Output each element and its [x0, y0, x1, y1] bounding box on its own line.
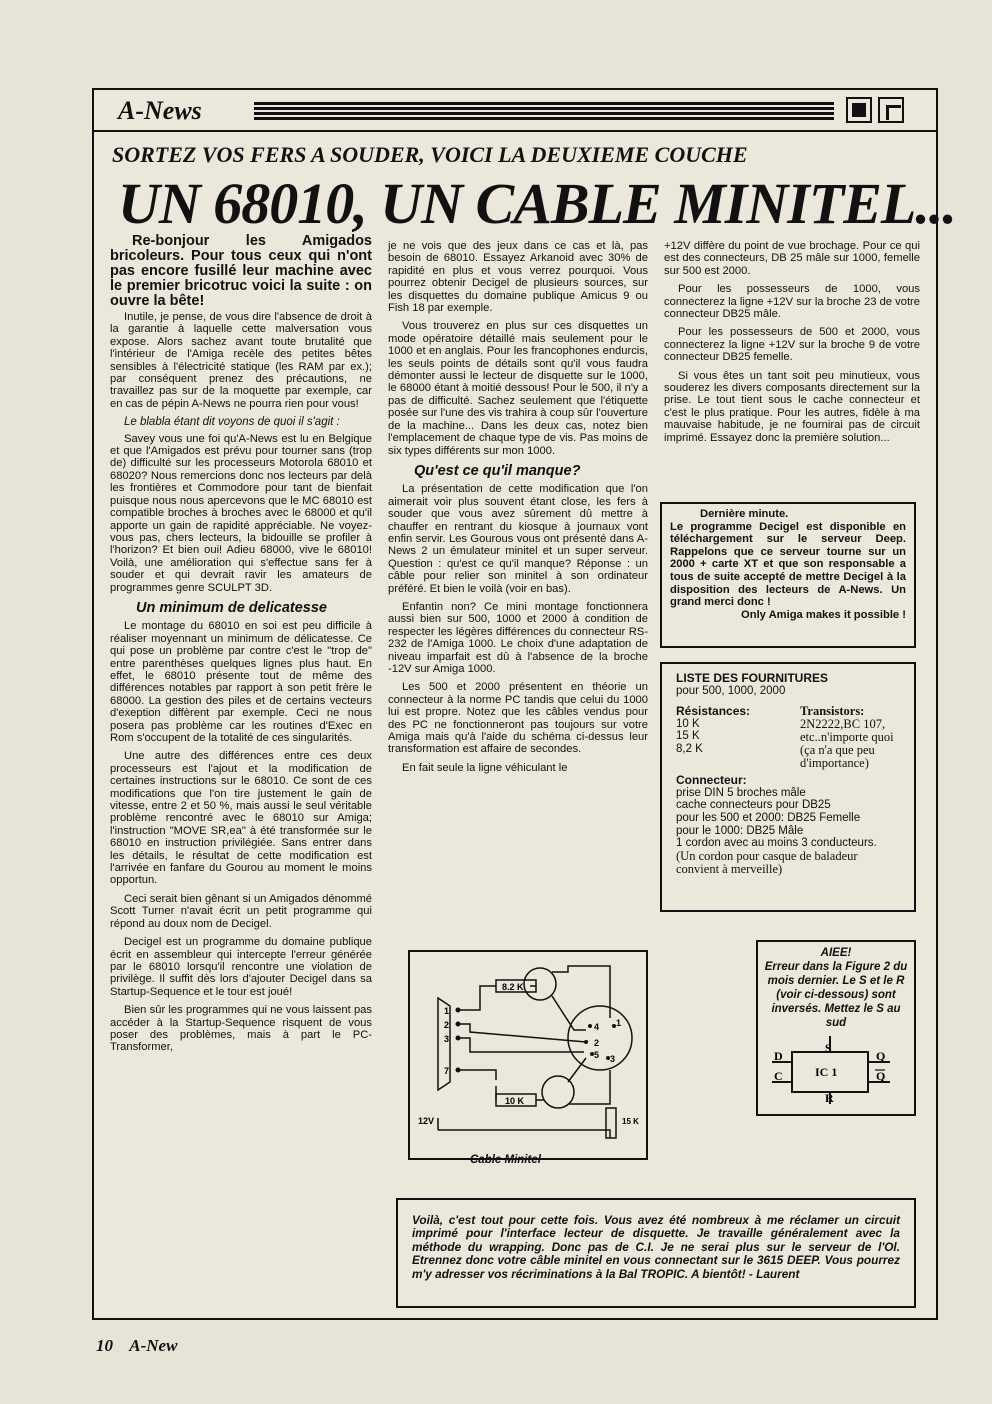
resistance-item: 8,2 K	[676, 742, 703, 755]
resistance-item: 15 K	[676, 730, 700, 743]
paragraph: La présentation de cette modification que l'on aimerait voir plus souvent étant close, les fers à souder que vous avez sûrement dû mettre à chauffer en rentrant du kiosque à journaux vont enfin servir. Les Gourous vous ont présenté dans A-News 2 un émulateur minitel et un super serveur. Question : qu'est ce qu'il manque? Réponse : un câble pour relier son minitel à son ordinateur préféré. Et bien le voilà (voir en bas).	[388, 483, 648, 595]
section-name: A-News	[118, 96, 202, 125]
page-number: 10	[96, 1336, 113, 1355]
box-slogan: Only Amiga makes it possible !	[741, 608, 906, 621]
pin-din-4: 4	[594, 1022, 600, 1032]
header-bars	[254, 102, 834, 122]
connecteur-label: Connecteur:	[676, 773, 747, 788]
paragraph: Vous trouverez en plus sur ces disquettes un mode opératoire détaillé mais seulement pour le 1000 et en anglais. Pour les francophones endurcis, les seuls points de détails sont qu'il vous faudra démonter aussi le lecteur de disquette sur le 1000, le 68000 étant à moitié dessous! Pour le 500, il n'y a pas de difficulté. Sachez seulement que l'étiquette posée sur l'une des vis trahira à coup sûr l'ouverture de la machine... Dans les deux cas, notez bien l'emplacement de chaque type de vis. Pas moins de six types différents sur mon 1000.	[388, 320, 648, 457]
cable-caption: Cable Minitel	[470, 1154, 541, 1166]
window-icon	[846, 97, 872, 123]
erratum-text: Erreur dans la Figure 2 du mois dernier. Le S et le R (voir ci-dessous) sont inversés. Mettez le S au sud	[764, 961, 908, 1029]
pin-left-3: 3	[444, 1034, 450, 1044]
paragraph: En fait seule la ligne véhiculant le	[402, 761, 568, 774]
section-header	[94, 90, 936, 132]
fig-s: S	[825, 1041, 832, 1055]
fig-d: D	[774, 1049, 783, 1063]
resistances-list	[676, 705, 800, 770]
connecteur-item: cache connecteurs pour DB25	[676, 799, 831, 812]
paragraph: Pour les possesseurs de 1000, vous connecterez la ligne +12V sur la broche 23 de votre connecteur DB25 mâle.	[664, 283, 920, 321]
paragraph: Inutile, je pense, de vous dire l'absence de droit à la garantie à laquelle cette malversation vous expose. Alors sachez avant toute brutalité que l'intérieur de l'Amiga recèle des petites bêtes sensibles à l'électricité statique (les RAM par ex.); par conséquent prenez des précautions, ne travaillez pas sur de la moquette par exemple, car en cas de pépin A-News ne pourra rien pour vous!	[110, 311, 372, 410]
paragraph: Le montage du 68010 en soi est peu difficile à réaliser moyennant un minimum de délicatesse. Ce qui pose un problème par contre c'est le "trop de" entre parenthèses quelques lignes plus haut. En effet, le 68010 présente tout de même des différences notables par rapport à son petit frère le 68000. La gestion des piles et de certains vecteurs d'exeption diffèrent par exemple. Ceci ne nous posera pas problème car les routines d'Exec en Rom s'occupent de la totalité de ces singularités.	[110, 620, 372, 744]
pin-din-1: 1	[616, 1018, 622, 1028]
page-footer	[96, 1336, 177, 1356]
paragraph: Ceci serait bien gênant si un Amigados dénommé Scott Turner n'avait écrit un petit programme qui répond au doux nom de Decigel.	[110, 892, 372, 930]
supplies-box	[660, 662, 916, 912]
cable-schematic	[408, 950, 648, 1160]
column-2	[388, 240, 648, 780]
pin-din-2: 2	[594, 1038, 600, 1048]
transistors-label: Transistors:	[800, 704, 865, 719]
italic-intro: Le blabla étant dit voyons de quoi il s'agit :	[124, 416, 340, 429]
column-1	[110, 234, 372, 1060]
box-title: Dernière minute.	[700, 508, 789, 520]
transistors-list	[800, 705, 900, 770]
paragraph: Pour les possesseurs de 500 et 2000, vous connecterez la ligne +12V sur la broche 9 de votre connecteur DB25 femelle.	[664, 326, 920, 364]
pin-left-1: 1	[444, 1006, 450, 1016]
section-heading: Un minimum de delicatesse	[136, 599, 327, 616]
paragraph: Decigel est un programme du domaine publique écrit en assembleur qui intercepte l'erreur générée par le 68010 lorsqu'il rencontre une violation de privilège. Il suffit dès lors d'ajouter Decigel dans sa Startup-Sequence et le tour est joué!	[110, 936, 372, 998]
supplies-subtitle: pour 500, 1000, 2000	[676, 684, 786, 697]
fig-r: R	[825, 1091, 834, 1105]
schematic-svg	[410, 952, 646, 1158]
pin-din-3: 3	[610, 1054, 616, 1064]
flipflop-figure	[762, 1032, 912, 1106]
window-corner-icon	[878, 97, 904, 123]
connecteur-item: 1 cordon avec au moins 3 conducteurs.	[676, 837, 877, 850]
section-heading: Qu'est ce qu'il manque?	[414, 462, 581, 479]
pin-left-7: 7	[444, 1066, 450, 1076]
erratum-title: AIEE!	[820, 947, 852, 959]
connecteur-item: pour les 500 et 2000: DB25 Femelle	[676, 811, 861, 824]
r2-label: 10 K	[505, 1096, 525, 1106]
transistors-text: 2N2222,BC 107, etc..n'importe quoi (ça n'a que peu d'importance)	[800, 717, 894, 771]
pin-left-2: 2	[444, 1020, 450, 1030]
article-title: UN 68010, UN CABLE MINITEL...	[118, 171, 956, 236]
closing-box: Voilà, c'est tout pour cette fois. Vous avez été nombreux à me réclamer un circuit imprimé pour l'interface lecteur de disquette. Je travaille généralement avec la méthode du wrapping. Donc pas de C.I. Je ne serai plus sur le serveur de l'Ol. Etrennez donc votre câble minitel en vous connectant sur le 3615 DEEP. Vous pourrez m'y adresser vos récriminations à la Bal TROPIC. A bientôt! - Laurent	[396, 1198, 916, 1308]
r1-label: 8.2 K	[502, 982, 524, 992]
r3-label: 15 K	[622, 1117, 639, 1126]
paragraph: je ne vois que des jeux dans ce cas et là, pas besoin de 68010. Essayez Arkanoid avec 30% de rapidité en plus et vous verrez pourquoi. Vous pourrez obtenir Decigel de plusieurs sources, sur les disquettes du domaine publique Amicus 9 ou Fish 18 par exemple.	[388, 240, 648, 315]
fig-q: Q	[876, 1049, 886, 1063]
pin-din-5: 5	[594, 1050, 600, 1060]
erratum-box	[756, 940, 916, 1116]
paragraph: Les 500 et 2000 présentent en théorie un connecteur à la norme PC tandis que celui du 1000 lui est propre. Notez que les câbles vendus pour des PC ne fonctionneront pas toujours sur votre Amiga mais qu'à l'aide du schéma ci-dessus leur transformation est affaire de secondes.	[388, 681, 648, 756]
fig-ic: IC 1	[815, 1065, 838, 1079]
components-row	[676, 705, 900, 770]
article-subtitle: SORTEZ VOS FERS A SOUDER, VOICI LA DEUXIEME COUCHE	[112, 142, 748, 167]
connecteur-item: prise DIN 5 broches mâle	[676, 786, 806, 799]
paragraph: Enfantin non? Ce mini montage fonctionnera aussi bien sur 500, 1000 et 2000 à condition de respecter les légères différences du connecteur RS-232 de l'Amiga 1000. Le choix d'une adaptation de niveau imparfait est dû à l'absence de la broche -12V sur Amiga 1000.	[388, 600, 648, 675]
supplies-title: LISTE DES FOURNITURES	[676, 671, 829, 685]
v12-label: 12V	[418, 1116, 435, 1126]
magazine-name: A-New	[129, 1336, 178, 1355]
lead-paragraph: Re-bonjour les Amigados bricoleurs. Pour tous ceux qui n'ont pas encore fusillé leur machine avec le premier bricotruc voici la suite : on ouvre la bête!	[110, 233, 372, 309]
fig-qbar: Q	[876, 1069, 886, 1083]
connecteur-item: pour le 1000: DB25 Mâle	[676, 824, 804, 837]
column-3	[664, 240, 920, 450]
paragraph: Si vous êtes un tant soit peu minutieux, vous souderez les divers composants directement sur la prise. Le tout tient sous le cache connecteur et c'est le plus pratique. Pour les autres, fidèle à ma mauvaise habitude, je ne fournirai pas de circuit imprimé. Essayez donc la première solution...	[664, 369, 920, 444]
paragraph: Bien sûr les programmes qui ne vous laissent pas accéder à la Startup-Sequence risquent de vous poser des problèmes, mais à part le PC-Transformer,	[110, 1004, 372, 1054]
paragraph: Une autre des différences entre ces deux processeurs est l'ajout et la modification de certaines instructions sur le 68010. Ce sont de ces modifications que l'on tire justement le gain de vitesse, entre 2 et 50 %, mais aussi le seul véritable problème rencontré avec le 68010 sur Amiga; l'instruction "MOVE SR,ea" à été transformée sur le 68010 en instruction privilégiée. Sans entrer dans les détails, le résultat de cette modification est l'arrivée en fanfare du Gourou au moment le moins opportun.	[110, 750, 372, 887]
box-text: Le programme Decigel est disponible en téléchargement sur le serveur Deep. Rappelons que ce serveur tourne sur un 2000 + carte XT et que son responsable a tous de suite accepté de mettre Decigel à la disposition des lecteurs de A-News. Un grand merci donc !	[670, 520, 906, 609]
paragraph: +12V diffère du point de vue brochage. Pour ce qui est des connecteurs, DB 25 mâle sur 1000, femelle sur 500 est 2000.	[664, 240, 920, 277]
last-minute-box	[660, 502, 916, 648]
fig-c: C	[774, 1069, 783, 1083]
resistor-15k	[606, 1108, 616, 1138]
resistances-label: Résistances:	[676, 704, 751, 719]
cordon-note: (Un cordon pour casque de baladeur convient à merveille)	[676, 848, 858, 876]
paragraph: Savey vous une foi qu'A-News est lu en Belgique et que l'Amigados est prévu pour tourner sans (trop de) difficulté sur les processeurs Motorola 68010 et 68020? Nous remercions donc nos lecteurs par delà les frontières et Commodore pour tant de bienfait puisque nous nous apercevons que le MC 68010 est compatible broches à broches avec le 68000 et qu'il apporte un gain de rapidité appréciable. Ne voyez-vous pas, chers lecteurs, la bidouille se profiler à l'horizon? Et bien oui! Adieu 68000, vive le 68010! Voilà, une amélioration qui s'effectue sans fer à souder et qui devrait ravir les amateurs de programmes genre SCULPT 3D.	[110, 432, 372, 594]
resistance-item: 10 K	[676, 717, 700, 730]
